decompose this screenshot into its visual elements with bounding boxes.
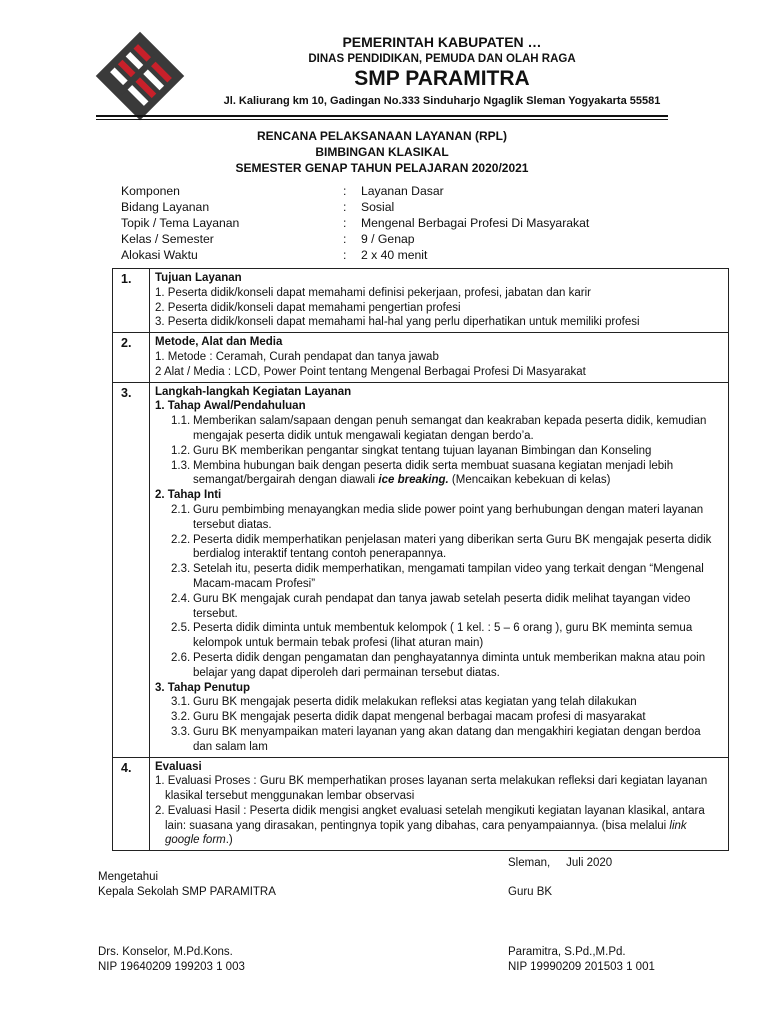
list-item (155, 503, 722, 533)
step-text: Guru BK mengajak curah pendapat dan tanya jawab setelah peserta didik melihat tayangan video tersebut. (193, 592, 691, 620)
step-number: 3.3. (171, 725, 191, 738)
header-school-name: SMP PARAMITRA (354, 67, 530, 90)
meta-row (121, 247, 589, 263)
step-text: Guru BK menyampaikan materi layanan yang akan datang dan mengakhiri kegiatan dengan berdoa dan salam lam (193, 725, 701, 753)
step-number: 1.1. (171, 415, 191, 428)
step-text-tail: (Mencaikan kebekuan di kelas) (448, 474, 611, 487)
doc-semester: SEMESTER GENAP TAHUN PELAJARAN 2020/2021 (235, 161, 529, 175)
list-item (155, 651, 722, 681)
meta-value: 9 / Genap (361, 232, 415, 246)
step-text: Guru BK mengajak peserta didik dapat mengenal berbagai macam profesi di masyarakat (193, 711, 646, 724)
list-item: 2. Peserta didik/konseli dapat memahami pengertian profesi (155, 301, 461, 314)
signature-acknowledged-label: Mengetahui (98, 871, 159, 883)
signature-principal-title: Kepala Sekolah SMP PARAMITRA (98, 886, 276, 898)
table-row (113, 333, 729, 382)
meta-colon: : (343, 184, 347, 198)
signature-place-date: Sleman, Juli 2020 (508, 857, 613, 869)
signature-principal-name: Drs. Konselor, M.Pd.Kons. (98, 946, 233, 958)
list-item-tail: .) (225, 834, 233, 847)
identity-block (121, 183, 589, 263)
doc-subtitle: BIMBINGAN KLASIKAL (315, 145, 449, 159)
section-content (150, 382, 729, 757)
step-number: 2.2. (171, 533, 191, 546)
meta-row (121, 215, 589, 231)
header-divider-thin (96, 119, 668, 120)
header-department: DINAS PENDIDIKAN, PEMUDA DAN OLAH RAGA (308, 53, 576, 65)
meta-colon: : (343, 200, 347, 214)
stage-title: 1. Tahap Awal/Pendahuluan (155, 400, 306, 413)
list-item (155, 725, 722, 755)
signature-counselor-title: Guru BK (508, 886, 553, 898)
header-address: Jl. Kaliurang km 10, Gadingan No.333 Sinduharjo Ngaglik Sleman Yogyakarta 55581 (223, 95, 661, 107)
meta-colon: : (343, 232, 347, 246)
meta-label: Topik / Tema Layanan (121, 216, 240, 230)
stage-title: 3. Tahap Penutup (155, 681, 250, 694)
list-item (155, 695, 722, 710)
rpl-table (112, 268, 729, 851)
step-text: Guru BK memberikan pengantar singkat tentang tujuan layanan Bimbingan dan Konseling (193, 444, 652, 457)
step-number: 1.3. (171, 459, 191, 472)
meta-colon: : (343, 248, 347, 262)
table-row (113, 757, 729, 851)
list-item (155, 562, 722, 592)
list-item (155, 533, 722, 563)
step-number: 3.1. (171, 696, 191, 709)
step-text: Guru pembimbing menayangkan media slide power point yang berhubungan dengan materi layanan tersebut diatas. (193, 503, 704, 531)
table-row (113, 269, 729, 333)
list-item (155, 804, 722, 848)
list-item (155, 592, 722, 622)
meta-label: Alokasi Waktu (121, 248, 198, 262)
meta-row (121, 231, 589, 247)
step-text: Guru BK mengajak peserta didik melakukan refleksi atas kegiatan yang telah dilakukan (193, 696, 637, 709)
meta-value: Mengenal Berbagai Profesi Di Masyarakat (361, 216, 590, 230)
section-number: 4. (113, 757, 150, 851)
signature-counselor-name: Paramitra, S.Pd.,M.Pd. (508, 946, 626, 958)
section-title: Evaluasi (155, 760, 202, 773)
step-number: 2.1. (171, 503, 191, 516)
section-number: 1. (113, 269, 150, 333)
step-text: Peserta didik memperhatikan penjelasan materi yang diberikan serta Guru BK mengajak peserta didik berdialog interaktif tentang contoh penerapannya. (193, 533, 712, 561)
emphasis-text: ice breaking. (378, 474, 449, 487)
list-item (155, 444, 722, 459)
section-content (150, 269, 729, 333)
step-number: 1.2. (171, 444, 191, 457)
section-number: 3. (113, 382, 150, 757)
list-item: 2 Alat / Media : LCD, Power Point tentang Mengenal Berbagai Profesi Di Masyarakat (155, 365, 586, 378)
section-number: 2. (113, 333, 150, 382)
section-title: Langkah-langkah Kegiatan Layanan (155, 385, 352, 398)
list-item: 1. Metode : Ceramah, Curah pendapat dan tanya jawab (155, 350, 439, 363)
emphasis-text: link google form (165, 819, 687, 847)
meta-value: 2 x 40 menit (361, 248, 428, 262)
section-title: Metode, Alat dan Media (155, 336, 283, 349)
meta-value: Sosial (361, 200, 395, 214)
meta-row (121, 199, 589, 215)
step-number: 2.3. (171, 563, 191, 576)
table-row (113, 382, 729, 757)
signature-principal-nip: NIP 19640209 199203 1 003 (98, 961, 245, 973)
meta-label: Komponen (121, 184, 180, 198)
doc-title: RENCANA PELAKSANAAN LAYANAN (RPL) (256, 129, 507, 143)
header-divider (96, 115, 668, 117)
meta-label: Bidang Layanan (121, 200, 210, 214)
step-number: 3.2. (171, 711, 191, 724)
list-item (155, 621, 722, 651)
step-text: Setelah itu, peserta didik memperhatikan, mengamati tampilan video yang terkait dengan “Mengenal Macam-macam Profesi” (193, 563, 704, 590)
list-item (155, 414, 722, 444)
section-title: Tujuan Layanan (155, 272, 242, 284)
step-number: 2.6. (171, 651, 191, 664)
meta-label: Kelas / Semester (121, 232, 214, 246)
list-item (155, 459, 722, 489)
step-number: 2.4. (171, 592, 191, 605)
list-item: 1. Evaluasi Proses : Guru BK memperhatikan proses layanan serta melakukan refleksi dari kegiatan layanan klasikal tersebut menggunakan lembar observasi (155, 775, 708, 803)
stage-title: 2. Tahap Inti (155, 489, 222, 502)
section-content (150, 333, 729, 382)
step-text: Peserta didik dengan pengamatan dan penghayatannya diminta untuk memberikan makna atau poin belajar yang dapat diperoleh dari permainan tersebut diatas. (193, 651, 706, 679)
list-item-text: 2. Evaluasi Hasil : Peserta didik mengisi angket evaluasi setelah mengikuti kegiatan layanan klasikal, antara lain: suasana yang dirasakan, pentingnya topik yang dibahas, cara penyampaiannya. (bisa melalui (155, 804, 705, 832)
step-text-wrap (193, 459, 722, 489)
step-text: Membina hubungan baik dengan peserta didik serta membuat suasana kegiatan menjadi lebih semangat/bergairah dengan diawali (193, 459, 674, 487)
meta-value: Layanan Dasar (361, 184, 444, 198)
list-item: 3. Peserta didik/konseli dapat memahami hal-hal yang perlu diperhatikan untuk memiliki profesi (155, 316, 640, 329)
meta-row (121, 183, 589, 199)
signature-counselor-nip: NIP 19990209 201503 1 001 (508, 961, 655, 973)
section-content (150, 757, 729, 851)
header-government: PEMERINTAH KABUPATEN … (342, 34, 542, 50)
meta-colon: : (343, 216, 347, 230)
list-item (155, 710, 722, 725)
list-item: 1. Peserta didik/konseli dapat memahami definisi pekerjaan, profesi, jabatan dan karir (155, 286, 591, 299)
step-number: 2.5. (171, 622, 191, 635)
step-text: Memberikan salam/sapaan dengan penuh semangat dan keakraban kepada peserta didik, kemudian mengajak peserta didik untuk mengawali kegiatan dengan berdo’a. (193, 415, 707, 442)
step-text: Peserta didik diminta untuk membentuk kelompok ( 1 kel. : 5 – 6 orang ), guru BK meminta semua kelompok untuk bermain tebak profesi (lihat aturan main) (193, 622, 693, 650)
